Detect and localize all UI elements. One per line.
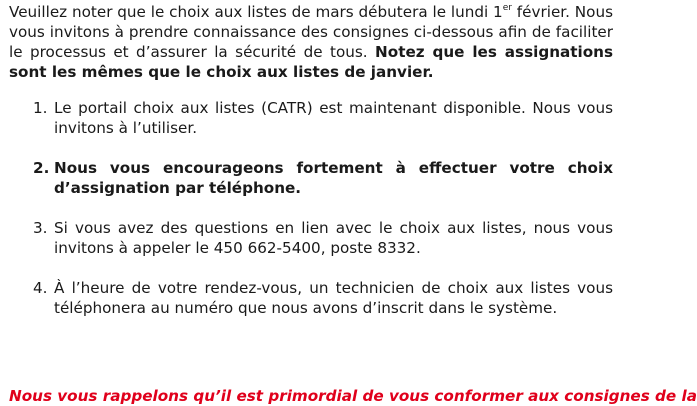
date-superscript: er <box>502 2 512 13</box>
document-body <box>9 2 613 338</box>
list-item-number: 1. <box>33 99 48 117</box>
list-item <box>9 158 613 198</box>
intro-paragraph <box>9 2 613 82</box>
instructions-list <box>9 98 613 318</box>
list-item-text: À l’heure de votre rendez-vous, un technicien de choix aux listes vous téléphonera au numéro que nous avons d’inscrit dans le système. <box>54 279 613 317</box>
list-item-text: Si vous avez des questions en lien avec le choix aux listes, nous vous invitons à appeler le 450 662-5400, poste 8332. <box>54 219 613 257</box>
list-item-number: 2. <box>33 159 50 177</box>
intro-bold-note: Notez que les assignations sont les mêmes que le choix aux listes de janvier. <box>9 43 614 81</box>
list-item <box>9 98 613 138</box>
list-item-text: Nous vous encourageons fortement à effectuer votre choix d’assignation par téléphone. <box>54 159 613 197</box>
list-item <box>9 278 613 318</box>
list-item <box>9 218 613 258</box>
reminder-text: Nous vous rappelons qu’il est primordial de vous conformer aux consignes de la <box>9 387 697 405</box>
intro-text-part1: Veuillez noter que le choix aux listes de mars débutera le lundi 1 <box>9 3 503 21</box>
intro-text-part2: février. Nous vous invitons à prendre connaissance des consignes ci-dessous afin de faciliter le processus et d’assurer la sécurité de tous. <box>9 3 614 61</box>
list-item-text: Le portail choix aux listes (CATR) est maintenant disponible. Nous vous invitons à l’utiliser. <box>54 99 613 137</box>
list-item-number: 3. <box>33 219 48 237</box>
list-item-number: 4. <box>33 279 48 297</box>
